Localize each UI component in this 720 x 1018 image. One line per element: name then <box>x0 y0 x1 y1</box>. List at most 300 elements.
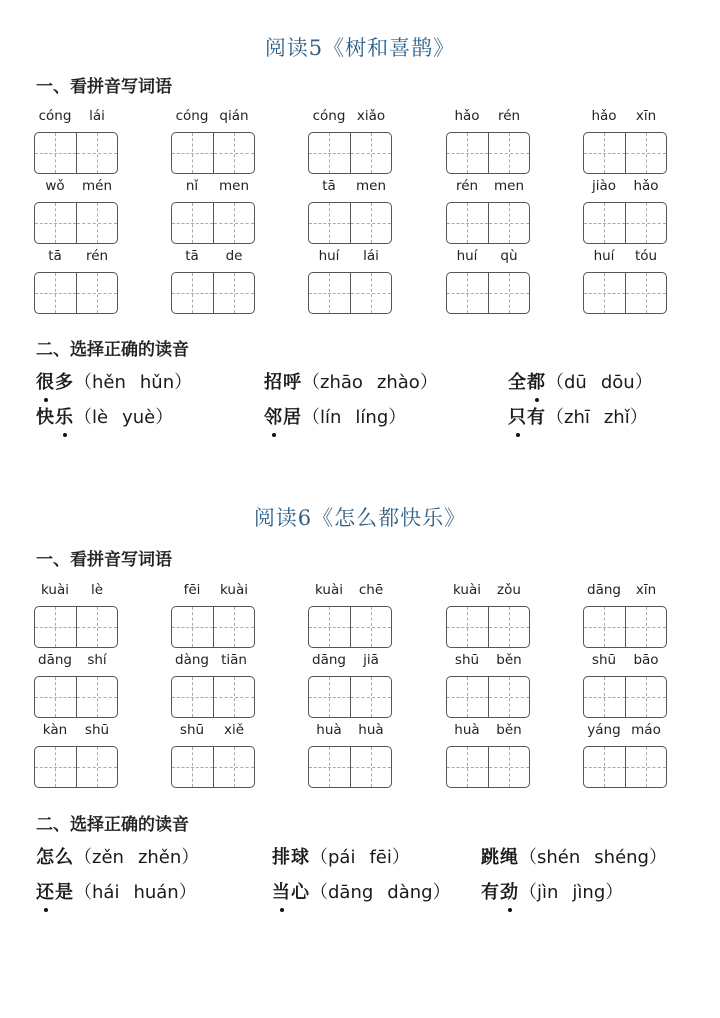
tianzige-square[interactable] <box>172 273 213 313</box>
pinyin-label <box>308 248 392 268</box>
tianzige-square[interactable] <box>309 133 350 173</box>
tianzige-box[interactable] <box>171 746 255 788</box>
pinyin-label <box>171 582 255 602</box>
word <box>36 847 74 868</box>
pinyin-option[interactable]: dū <box>564 372 587 393</box>
word <box>508 372 546 393</box>
word <box>481 882 519 903</box>
tianzige-square[interactable] <box>76 203 118 243</box>
pinyin-syllable: dāng <box>587 582 621 598</box>
pinyin-syllable: rén <box>497 108 521 124</box>
tianzige-square[interactable] <box>488 203 530 243</box>
tianzige-square[interactable] <box>76 747 118 787</box>
pinyin-option[interactable]: dàng <box>387 882 433 903</box>
pinyin-writing-cell <box>583 652 667 716</box>
tianzige-square[interactable] <box>76 133 118 173</box>
word <box>264 407 302 428</box>
pinyin-writing-cell <box>446 722 530 786</box>
character: 跳 <box>481 847 500 868</box>
pinyin-option[interactable]: pái <box>328 847 356 868</box>
pinyin-writing-cell <box>171 722 255 786</box>
tianzige-square[interactable] <box>488 133 530 173</box>
pinyin-syllable: dāng <box>312 652 346 668</box>
section-title: 阅读6《怎么都快乐》 <box>253 506 467 530</box>
tianzige-square[interactable] <box>213 203 255 243</box>
pinyin-writing-cell <box>583 722 667 786</box>
pinyin-label <box>171 652 255 672</box>
heading-choose-reading: 二、选择正确的读音 <box>36 815 189 835</box>
pinyin-option[interactable]: hái <box>92 882 120 903</box>
pinyin-option[interactable]: fēi <box>369 847 392 868</box>
pinyin-writing-cell <box>308 108 392 172</box>
tianzige-box[interactable] <box>446 272 530 314</box>
pinyin-option[interactable]: dōu <box>600 372 635 393</box>
pinyin-option[interactable]: lè <box>92 407 109 428</box>
word <box>36 407 74 428</box>
pinyin-syllable: huà <box>454 722 480 738</box>
tianzige-square[interactable] <box>447 677 488 717</box>
close-paren: ） <box>629 407 648 428</box>
tianzige-square[interactable] <box>309 677 350 717</box>
tianzige-square[interactable] <box>488 747 530 787</box>
character: 心 <box>291 882 310 903</box>
pinyin-syllable: běn <box>496 652 522 668</box>
tianzige-square[interactable] <box>172 747 213 787</box>
pinyin-label <box>446 108 530 128</box>
pinyin-syllable: jiā <box>363 652 379 668</box>
tianzige-box[interactable] <box>583 746 667 788</box>
tianzige-square[interactable] <box>309 747 350 787</box>
pinyin-syllable: cóng <box>175 108 209 124</box>
tianzige-square[interactable] <box>488 677 530 717</box>
tianzige-square[interactable] <box>213 133 255 173</box>
close-paren: ） <box>634 372 653 393</box>
pinyin-writing-cell <box>308 178 392 242</box>
pinyin-writing-cell <box>171 652 255 716</box>
pinyin-writing-cell <box>171 248 255 312</box>
tianzige-square[interactable] <box>350 747 392 787</box>
pinyin-option[interactable]: shéng <box>594 847 649 868</box>
pinyin-syllable: huà <box>316 722 342 738</box>
tianzige-box[interactable] <box>171 272 255 314</box>
character: 有 <box>527 407 546 428</box>
reading-choice-item <box>36 843 199 869</box>
pinyin-syllable: shū <box>591 652 617 668</box>
tianzige-box[interactable] <box>34 746 118 788</box>
pinyin-label <box>34 582 118 602</box>
tianzige-box[interactable] <box>446 676 530 718</box>
pinyin-syllable: fēi <box>183 582 201 598</box>
close-paren: ） <box>388 407 407 428</box>
dotted-character: 当 <box>272 878 291 904</box>
pinyin-syllable: qián <box>219 108 249 124</box>
tianzige-box[interactable] <box>583 202 667 244</box>
tianzige-square[interactable] <box>584 677 625 717</box>
pinyin-label <box>171 248 255 268</box>
pinyin-label <box>34 178 118 198</box>
pinyin-syllable: kuài <box>315 582 343 598</box>
tianzige-square[interactable] <box>309 273 350 313</box>
pinyin-label <box>171 722 255 742</box>
tianzige-square[interactable] <box>584 273 625 313</box>
pinyin-label <box>34 652 118 672</box>
pinyin-label <box>308 582 392 602</box>
word <box>508 407 546 428</box>
close-paren: ） <box>648 847 667 868</box>
pinyin-syllable: kàn <box>42 722 68 738</box>
pinyin-syllable: shí <box>87 652 107 668</box>
word <box>264 372 302 393</box>
tianzige-box[interactable] <box>446 132 530 174</box>
pinyin-label <box>308 652 392 672</box>
tianzige-square[interactable] <box>35 747 76 787</box>
pinyin-label <box>34 248 118 268</box>
tianzige-square[interactable] <box>488 607 530 647</box>
close-paren: ） <box>419 372 438 393</box>
pinyin-syllable: máo <box>631 722 661 738</box>
tianzige-square[interactable] <box>35 677 76 717</box>
close-paren: ） <box>391 847 410 868</box>
pinyin-label <box>583 652 667 672</box>
tianzige-square[interactable] <box>350 677 392 717</box>
tianzige-square[interactable] <box>309 607 350 647</box>
pinyin-option[interactable]: zhǐ <box>603 407 630 428</box>
pinyin-option[interactable]: zhào <box>376 372 420 393</box>
tianzige-square[interactable] <box>350 273 392 313</box>
tianzige-square[interactable] <box>447 607 488 647</box>
pinyin-syllable: hǎo <box>633 178 659 194</box>
open-paren: （ <box>302 372 320 393</box>
pinyin-syllable: lái <box>363 248 379 264</box>
pinyin-syllable: tā <box>185 248 199 264</box>
character: 快 <box>36 407 55 428</box>
pinyin-label <box>583 178 667 198</box>
pinyin-option[interactable]: zhī <box>564 407 590 428</box>
tianzige-square[interactable] <box>447 133 488 173</box>
section-title: 阅读5《树和喜鹊》 <box>264 36 456 60</box>
tianzige-box[interactable] <box>34 202 118 244</box>
pinyin-option[interactable]: huán <box>133 882 179 903</box>
dotted-character: 还 <box>36 878 55 904</box>
tianzige-square[interactable] <box>625 203 667 243</box>
open-paren: （ <box>74 407 92 428</box>
pinyin-writing-cell <box>308 652 392 716</box>
tianzige-box[interactable] <box>583 676 667 718</box>
tianzige-box[interactable] <box>308 202 392 244</box>
pinyin-writing-cell <box>171 108 255 172</box>
pinyin-option[interactable]: yuè <box>122 407 156 428</box>
pinyin-syllable: lái <box>89 108 105 124</box>
pinyin-writing-cell <box>171 178 255 242</box>
tianzige-box[interactable] <box>34 676 118 718</box>
pinyin-writing-cell <box>34 582 118 646</box>
pinyin-syllable: men <box>218 178 249 194</box>
tianzige-square[interactable] <box>350 607 392 647</box>
pinyin-syllable: chē <box>358 582 384 598</box>
pinyin-syllable: kuài <box>453 582 481 598</box>
pinyin-writing-cell <box>583 582 667 646</box>
tianzige-square[interactable] <box>625 273 667 313</box>
pinyin-syllable: shū <box>454 652 480 668</box>
pinyin-writing-cell <box>446 108 530 172</box>
tianzige-square[interactable] <box>35 273 76 313</box>
reading-choice-item <box>264 368 438 394</box>
pinyin-option[interactable]: zhāo <box>320 372 363 393</box>
tianzige-square[interactable] <box>488 273 530 313</box>
tianzige-square[interactable] <box>213 677 255 717</box>
open-paren: （ <box>74 847 92 868</box>
pinyin-option[interactable]: jìn <box>537 882 559 903</box>
pinyin-syllable: qù <box>500 248 518 264</box>
tianzige-square[interactable] <box>76 677 118 717</box>
tianzige-square[interactable] <box>35 607 76 647</box>
tianzige-square[interactable] <box>76 607 118 647</box>
tianzige-square[interactable] <box>584 133 625 173</box>
word <box>36 882 74 903</box>
character: 招 <box>264 372 283 393</box>
character: 呼 <box>283 372 302 393</box>
tianzige-square[interactable] <box>172 607 213 647</box>
pinyin-syllable: lè <box>90 582 104 598</box>
pinyin-option[interactable]: shén <box>537 847 581 868</box>
pinyin-syllable: rén <box>455 178 479 194</box>
tianzige-square[interactable] <box>625 747 667 787</box>
pinyin-option[interactable]: zhěn <box>137 847 182 868</box>
pinyin-label <box>446 178 530 198</box>
pinyin-option[interactable]: dāng <box>328 882 374 903</box>
open-paren: （ <box>74 882 92 903</box>
reading-choice-item <box>508 403 648 429</box>
tianzige-square[interactable] <box>35 203 76 243</box>
tianzige-box[interactable] <box>446 606 530 648</box>
word <box>272 847 310 868</box>
tianzige-square[interactable] <box>172 133 213 173</box>
character: 怎 <box>36 847 55 868</box>
pinyin-writing-cell <box>34 722 118 786</box>
tianzige-square[interactable] <box>213 273 255 313</box>
pinyin-label <box>34 108 118 128</box>
open-paren: （ <box>519 847 537 868</box>
pinyin-syllable: kuài <box>41 582 69 598</box>
pinyin-label <box>308 108 392 128</box>
reading-choice-item <box>36 368 192 394</box>
tianzige-square[interactable] <box>625 133 667 173</box>
tianzige-box[interactable] <box>308 676 392 718</box>
tianzige-box[interactable] <box>308 606 392 648</box>
tianzige-box[interactable] <box>171 202 255 244</box>
character: 么 <box>55 847 74 868</box>
tianzige-square[interactable] <box>447 273 488 313</box>
close-paren: ） <box>432 882 451 903</box>
tianzige-square[interactable] <box>584 747 625 787</box>
pinyin-writing-cell <box>308 722 392 786</box>
character: 有 <box>481 882 500 903</box>
dotted-character: 都 <box>527 368 546 394</box>
pinyin-syllable: shū <box>84 722 110 738</box>
pinyin-writing-cell <box>34 108 118 172</box>
word <box>272 882 310 903</box>
tianzige-square[interactable] <box>584 607 625 647</box>
pinyin-syllable: tā <box>322 178 336 194</box>
pinyin-option[interactable]: líng <box>355 407 389 428</box>
tianzige-box[interactable] <box>171 132 255 174</box>
pinyin-writing-cell <box>583 178 667 242</box>
open-paren: （ <box>302 407 320 428</box>
tianzige-box[interactable] <box>446 202 530 244</box>
tianzige-box[interactable] <box>171 606 255 648</box>
pinyin-syllable: cóng <box>38 108 72 124</box>
tianzige-square[interactable] <box>76 273 118 313</box>
pinyin-writing-cell <box>308 582 392 646</box>
close-paren: ） <box>178 882 197 903</box>
reading-choice-item <box>36 403 173 429</box>
tianzige-square[interactable] <box>625 607 667 647</box>
open-paren: （ <box>546 407 564 428</box>
pinyin-writing-cell <box>34 652 118 716</box>
pinyin-syllable: huà <box>358 722 384 738</box>
open-paren: （ <box>546 372 564 393</box>
open-paren: （ <box>519 882 537 903</box>
character: 排 <box>272 847 291 868</box>
pinyin-option[interactable]: zěn <box>92 847 124 868</box>
tianzige-box[interactable] <box>308 272 392 314</box>
character: 居 <box>283 407 302 428</box>
pinyin-writing-cell <box>171 582 255 646</box>
tianzige-square[interactable] <box>584 203 625 243</box>
heading-pinyin-writing: 一、看拼音写词语 <box>36 550 172 570</box>
pinyin-label <box>171 178 255 198</box>
dotted-character: 只 <box>508 403 527 429</box>
pinyin-label <box>446 652 530 672</box>
pinyin-syllable: xīn <box>635 582 657 598</box>
tianzige-box[interactable] <box>583 606 667 648</box>
dotted-character: 很 <box>36 368 55 394</box>
pinyin-label <box>583 582 667 602</box>
pinyin-label <box>308 722 392 742</box>
heading-choose-reading: 二、选择正确的读音 <box>36 340 189 360</box>
tianzige-box[interactable] <box>34 132 118 174</box>
close-paren: ） <box>174 372 193 393</box>
tianzige-square[interactable] <box>447 203 488 243</box>
pinyin-option[interactable]: jìng <box>572 882 606 903</box>
pinyin-writing-cell <box>446 248 530 312</box>
pinyin-writing-cell <box>446 178 530 242</box>
pinyin-label <box>583 722 667 742</box>
open-paren: （ <box>310 847 328 868</box>
pinyin-syllable: xiǎo <box>356 108 386 124</box>
tianzige-square[interactable] <box>172 203 213 243</box>
pinyin-syllable: rén <box>85 248 109 264</box>
character: 是 <box>55 882 74 903</box>
close-paren: ） <box>155 407 174 428</box>
pinyin-label <box>446 722 530 742</box>
pinyin-writing-cell <box>446 582 530 646</box>
tianzige-box[interactable] <box>34 272 118 314</box>
reading-choice-item <box>272 843 410 869</box>
pinyin-syllable: wǒ <box>45 178 65 194</box>
pinyin-syllable: shū <box>179 722 205 738</box>
open-paren: （ <box>74 372 92 393</box>
tianzige-box[interactable] <box>583 132 667 174</box>
pinyin-label <box>583 108 667 128</box>
pinyin-writing-cell <box>34 248 118 312</box>
pinyin-syllable: nǐ <box>185 178 199 194</box>
dotted-character: 劲 <box>500 878 519 904</box>
tianzige-box[interactable] <box>34 606 118 648</box>
pinyin-syllable: hǎo <box>454 108 480 124</box>
tianzige-box[interactable] <box>446 746 530 788</box>
pinyin-syllable: mén <box>81 178 112 194</box>
pinyin-syllable: běn <box>496 722 522 738</box>
pinyin-label <box>34 722 118 742</box>
dotted-character: 乐 <box>55 403 74 429</box>
pinyin-label <box>308 178 392 198</box>
pinyin-syllable: huí <box>456 248 478 264</box>
heading-pinyin-writing: 一、看拼音写词语 <box>36 77 172 97</box>
pinyin-syllable: xīn <box>635 108 657 124</box>
pinyin-syllable: xiě <box>223 722 245 738</box>
tianzige-square[interactable] <box>35 133 76 173</box>
reading-choice-item <box>264 403 406 429</box>
pinyin-syllable: tā <box>48 248 62 264</box>
reading-choice-item <box>36 878 197 904</box>
pinyin-syllable: tiān <box>221 652 247 668</box>
tianzige-square[interactable] <box>213 607 255 647</box>
pinyin-label <box>583 248 667 268</box>
pinyin-syllable: men <box>355 178 386 194</box>
pinyin-syllable: bāo <box>633 652 659 668</box>
pinyin-label <box>171 108 255 128</box>
tianzige-square[interactable] <box>309 203 350 243</box>
character: 球 <box>291 847 310 868</box>
character: 绳 <box>500 847 519 868</box>
pinyin-option[interactable]: lín <box>320 407 342 428</box>
tianzige-square[interactable] <box>625 677 667 717</box>
character: 多 <box>55 372 74 393</box>
tianzige-box[interactable] <box>583 272 667 314</box>
open-paren: （ <box>310 882 328 903</box>
pinyin-option[interactable]: hěn <box>92 372 126 393</box>
reading-choice-item <box>481 878 623 904</box>
pinyin-writing-cell <box>34 178 118 242</box>
tianzige-square[interactable] <box>350 133 392 173</box>
word <box>481 847 519 868</box>
pinyin-label <box>446 582 530 602</box>
pinyin-syllable: zǒu <box>497 582 521 598</box>
close-paren: ） <box>181 847 200 868</box>
pinyin-syllable: huí <box>593 248 615 264</box>
pinyin-writing-cell <box>583 248 667 312</box>
reading-choice-item <box>508 368 653 394</box>
character: 全 <box>508 372 527 393</box>
tianzige-square[interactable] <box>213 747 255 787</box>
pinyin-syllable: hǎo <box>591 108 617 124</box>
dotted-character: 邻 <box>264 403 283 429</box>
tianzige-square[interactable] <box>447 747 488 787</box>
tianzige-square[interactable] <box>172 677 213 717</box>
tianzige-box[interactable] <box>171 676 255 718</box>
pinyin-syllable: dàng <box>175 652 209 668</box>
pinyin-syllable: men <box>493 178 524 194</box>
reading-choice-item <box>272 878 451 904</box>
pinyin-syllable: de <box>225 248 243 264</box>
pinyin-writing-cell <box>308 248 392 312</box>
tianzige-box[interactable] <box>308 132 392 174</box>
pinyin-option[interactable]: hǔn <box>139 372 175 393</box>
word <box>36 372 74 393</box>
tianzige-square[interactable] <box>350 203 392 243</box>
tianzige-box[interactable] <box>308 746 392 788</box>
